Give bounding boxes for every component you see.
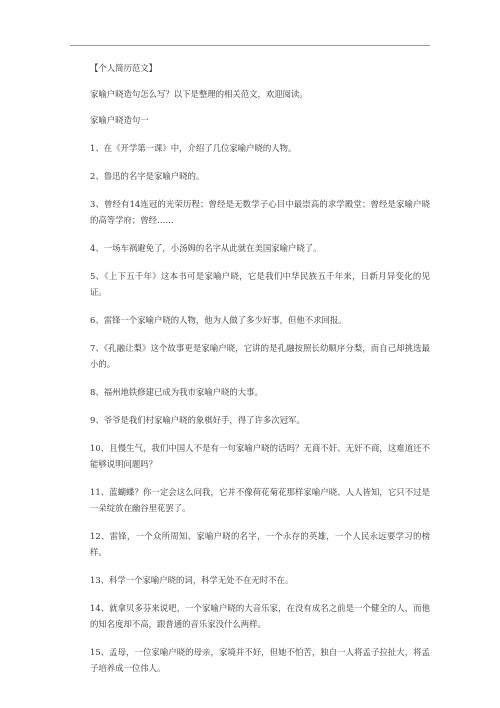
sentence-15: 15、孟母，一位家喻户晓的母亲，家境并不好，但她不怕苦，独自一人将孟子拉扯大，将孟子培养成一位伟人。 — [90, 647, 430, 673]
sentence-13: 13、科学一个家喻户晓的词，科学无处不在无时不在。 — [90, 575, 294, 585]
sentence-3: 3、曾经有14连冠的光荣历程；曾经是无数学子心目中最崇高的求学殿堂；曾经是家喻户晓的高等学府；曾经…… — [90, 199, 430, 225]
sentence-11: 11、蓝蝴蝶？你一定会这么问我，它并不像荷花菊花那样家喻户晓、人人皆知，它只不过是一朵绽放在幽谷里花罢了。 — [90, 487, 430, 513]
sentence-2: 2、鲁迅的名字是家喻户晓的。 — [90, 171, 205, 181]
sentence-14: 14、就拿贝多芬来说吧，一个家喻户晓的大音乐家，在没有成名之前是一个健全的人，而他的知名度却不高，跟普通的音乐家没什么两样。 — [90, 603, 430, 629]
section-title: 家喻户晓造句一 — [90, 115, 149, 125]
sentence-8: 8、福州地铁修建已成为我市家喻户晓的大事。 — [90, 387, 263, 397]
sentence-7: 7、《孔融让梨》这个故事更是家喻户晓，它讲的是孔融按照长幼顺序分梨，而自己却挑选最小的。 — [90, 343, 430, 369]
sentence-6: 6、雷锋一个家喻户晓的人物，他为人做了多少好事，但他不求回报。 — [90, 315, 347, 325]
sentence-4: 4、一场车祸避免了，小汤姆的名字从此就在美国家喻户晓了。 — [90, 243, 322, 253]
top-divider — [70, 45, 430, 46]
sentence-10: 10、且慢生气，我们中国人不是有一句家喻户晓的话吗？无商不奸、无奸不商，这难道还不能够说明问题吗？ — [90, 443, 430, 469]
sentence-1: 1、在《开学第一课》中，介绍了几位家喻户晓的人物。 — [90, 143, 297, 153]
sentence-9: 9、爷爷是我们村家喻户晓的象棋好手，得了许多次冠军。 — [90, 415, 305, 425]
document-body — [90, 60, 430, 676]
header-tag: 【个人简历范文】 — [90, 63, 157, 73]
sentence-5: 5、《上下五千年》这本书可是家喻户晓，它是我们中华民族五千年来，日新月异变化的见证。 — [90, 271, 430, 297]
sentence-12: 12、雷锋，一个众所周知、家喻户晓的名字，一个永存的英雄，一个人民永远要学习的榜样。 — [90, 531, 430, 557]
intro-paragraph: 家喻户晓造句怎么写？以下是整理的相关范文，欢迎阅读。 — [90, 89, 308, 99]
